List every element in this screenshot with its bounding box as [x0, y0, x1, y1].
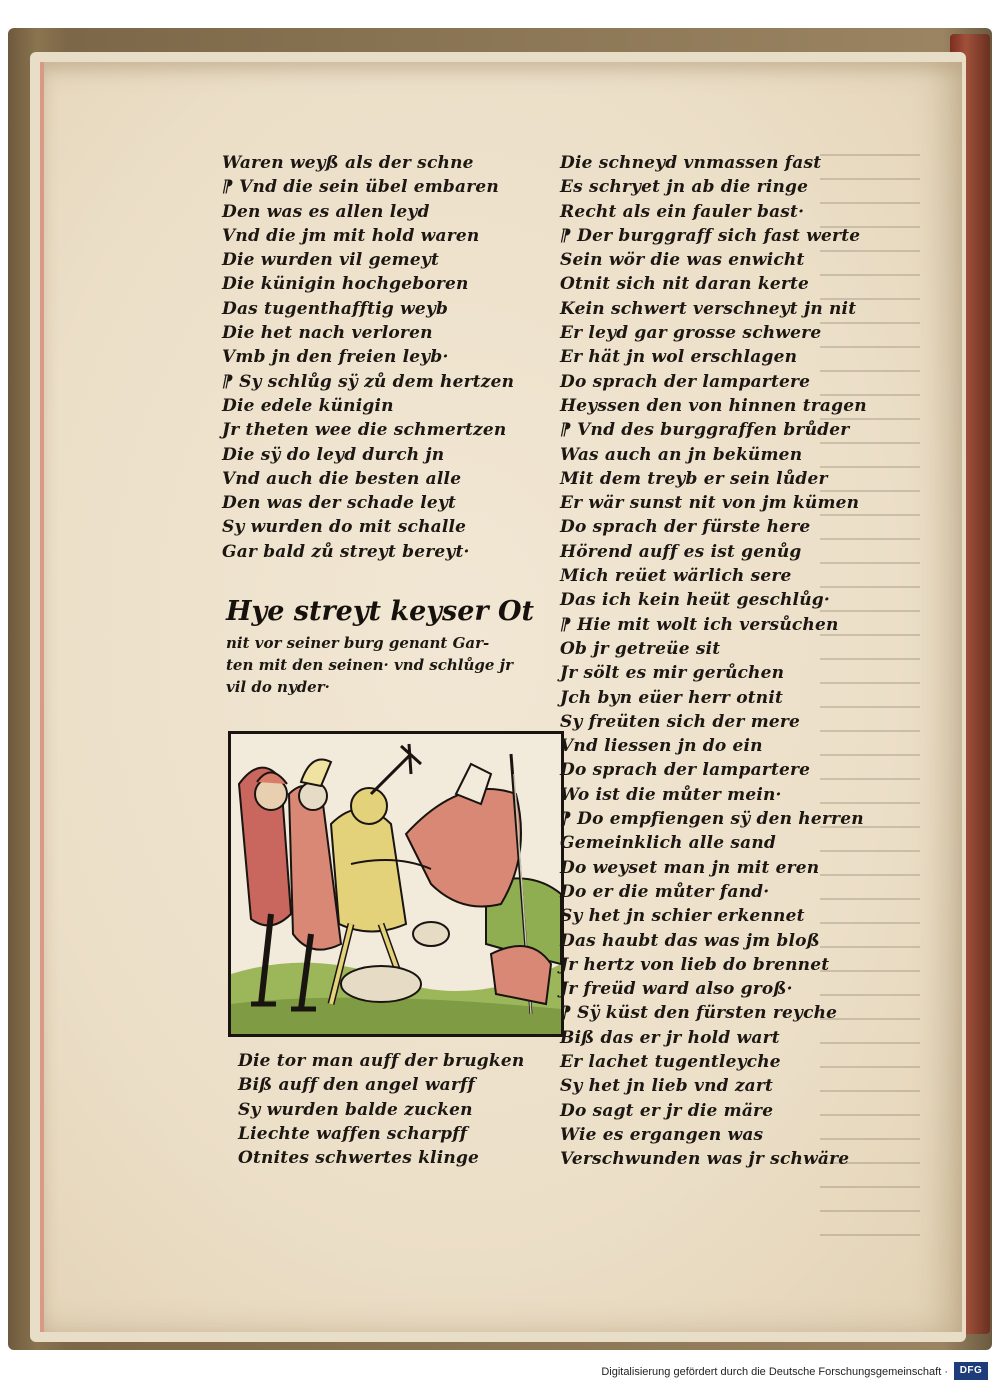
verse-line: Sy freüten sich der mere — [560, 711, 801, 732]
verse-line: Jr freüd ward also groß· — [560, 979, 793, 1000]
verse-line: Gar bald zů streyt bereyt· — [222, 541, 470, 562]
verse-line: Vnd liessen jn do ein — [560, 736, 763, 757]
verse-line: Die schneyd vnmassen fast — [560, 153, 822, 173]
caption-line: ten mit den seinen· vnd schlůge jr — [226, 656, 513, 674]
verse-line: Er lachet tugentleyche — [560, 1051, 781, 1072]
verse-line: Recht als ein fauler bast· — [560, 201, 805, 222]
verse-line: Sein wör die was enwicht — [560, 250, 805, 271]
verse-line: Do sprach der fürste here — [560, 517, 811, 538]
verse-line: Waren weyß als der schne — [222, 153, 474, 173]
verse-line: Biß das er jr hold wart — [560, 1027, 780, 1048]
verse-line: Gemeinklich alle sand — [560, 833, 776, 854]
verse-line: Das tugenthafftig weyb — [222, 298, 449, 319]
verse-line: ⁋ Vnd des burggraffen brůder — [560, 420, 850, 441]
verse-line: Otnit sich nit daran kerte — [560, 274, 810, 295]
verse-line: ⁋ Hie mit wolt ich versůchen — [560, 614, 839, 635]
verse-line: Do sagt er jr die märe — [560, 1100, 774, 1121]
verse-line: Mich reüet wärlich sere — [560, 566, 792, 587]
verse-line: Die edele künigin — [222, 395, 394, 416]
verse-line: Wie es ergangen was — [560, 1124, 764, 1145]
verse-line: Sy het jn schier erkennet — [560, 906, 805, 927]
verse-line: Jr sölt es mir gerůchen — [560, 663, 785, 684]
verse-line: ⁋ Sÿ küst den fürsten reyche — [560, 1003, 838, 1024]
verse-line: Kein schwert verschneyt jn nit — [560, 298, 857, 319]
verse-line: Sy wurden do mit schalle — [222, 517, 467, 538]
verse-line: Vnd die jm mit hold waren — [222, 225, 480, 246]
verse-line: Otnites schwertes klinge — [238, 1148, 480, 1169]
verse-line: Die wurden vil gemeyt — [222, 250, 440, 271]
verse-line: Heyssen den von hinnen tragen — [560, 395, 867, 416]
dfg-logo: DFG — [954, 1362, 988, 1380]
verse-line: Das ich kein heüt geschlůg· — [560, 590, 830, 611]
verse-line: Den was es allen leyd — [222, 201, 430, 222]
verse-line: Die tor man auff der brugken — [238, 1051, 525, 1071]
left-column-verses-top — [222, 151, 514, 564]
verse-line: Do weyset man jn mit eren — [560, 857, 820, 878]
verse-line: Er leyd gar grosse schwere — [560, 323, 822, 344]
verse-line: Do sprach der lampartere — [560, 371, 811, 392]
verse-line: Hörend auff es ist genůg — [560, 541, 802, 562]
verse-line: Sy het jn lieb vnd zart — [560, 1076, 774, 1097]
verse-line: Das haubt das was jm bloß — [560, 930, 820, 951]
verse-line: Die het nach verloren — [222, 323, 433, 344]
verse-line: Jch byn eüer herr otnit — [560, 687, 784, 708]
verse-line: Er wär sunst nit von jm kümen — [560, 493, 860, 514]
caption-line: vil do nyder· — [226, 678, 330, 696]
verse-line: Die künigin hochgeboren — [222, 274, 469, 295]
verse-line: Vmb jn den freien leyb· — [222, 347, 449, 368]
verse-line: Wo ist die můter mein· — [560, 784, 782, 805]
verse-line: ⁋ Sy schlůg sÿ zů dem hertzen — [222, 371, 515, 392]
verse-line: Mit dem treyb er sein lůder — [560, 468, 828, 489]
right-column-verses — [560, 151, 867, 1171]
left-column-verses-bottom — [238, 1049, 524, 1170]
verse-line: Verschwunden was jr schwäre — [560, 1149, 850, 1170]
verse-line: Liechte waffen scharpff — [238, 1123, 468, 1144]
caption-line: nit vor seiner burg genant Gar- — [226, 634, 490, 652]
verse-line: Er hät jn wol erschlagen — [560, 347, 798, 368]
chapter-heading: Hye streyt keyser Ot — [226, 596, 534, 627]
verse-line: ⁋ Der burggraff sich fast werte — [560, 225, 861, 246]
verse-line: ⁋ Do empfiengen sÿ den herren — [560, 809, 864, 830]
battle-scene-image — [231, 734, 561, 1034]
verse-line: Do er die můter fand· — [560, 881, 770, 902]
verse-line: Jr theten wee die schmertzen — [222, 420, 507, 441]
funding-notice: Digitalisierung gefördert durch die Deutsche Forschungsgemeinschaft · — [601, 1366, 948, 1378]
verse-line: Sy wurden balde zucken — [238, 1099, 473, 1120]
woodcut-illustration — [228, 731, 564, 1037]
chapter-caption — [226, 632, 546, 698]
verse-line: Es schryet jn ab die ringe — [560, 177, 809, 198]
verse-line: Do sprach der lampartere — [560, 760, 811, 781]
verse-line: Vnd auch die besten alle — [222, 468, 462, 489]
verse-line: ⁋ Vnd die sein übel embaren — [222, 177, 499, 198]
verse-line: Die sÿ do leyd durch jn — [222, 444, 445, 465]
verse-line: Ob jr getreüe sit — [560, 638, 721, 659]
verse-line: Jr hertz von lieb do brennet — [560, 954, 830, 975]
verse-line: Was auch an jn bekümen — [560, 444, 803, 465]
verse-line: Biß auff den angel warff — [238, 1075, 476, 1096]
verse-line: Den was der schade leyt — [222, 493, 457, 514]
